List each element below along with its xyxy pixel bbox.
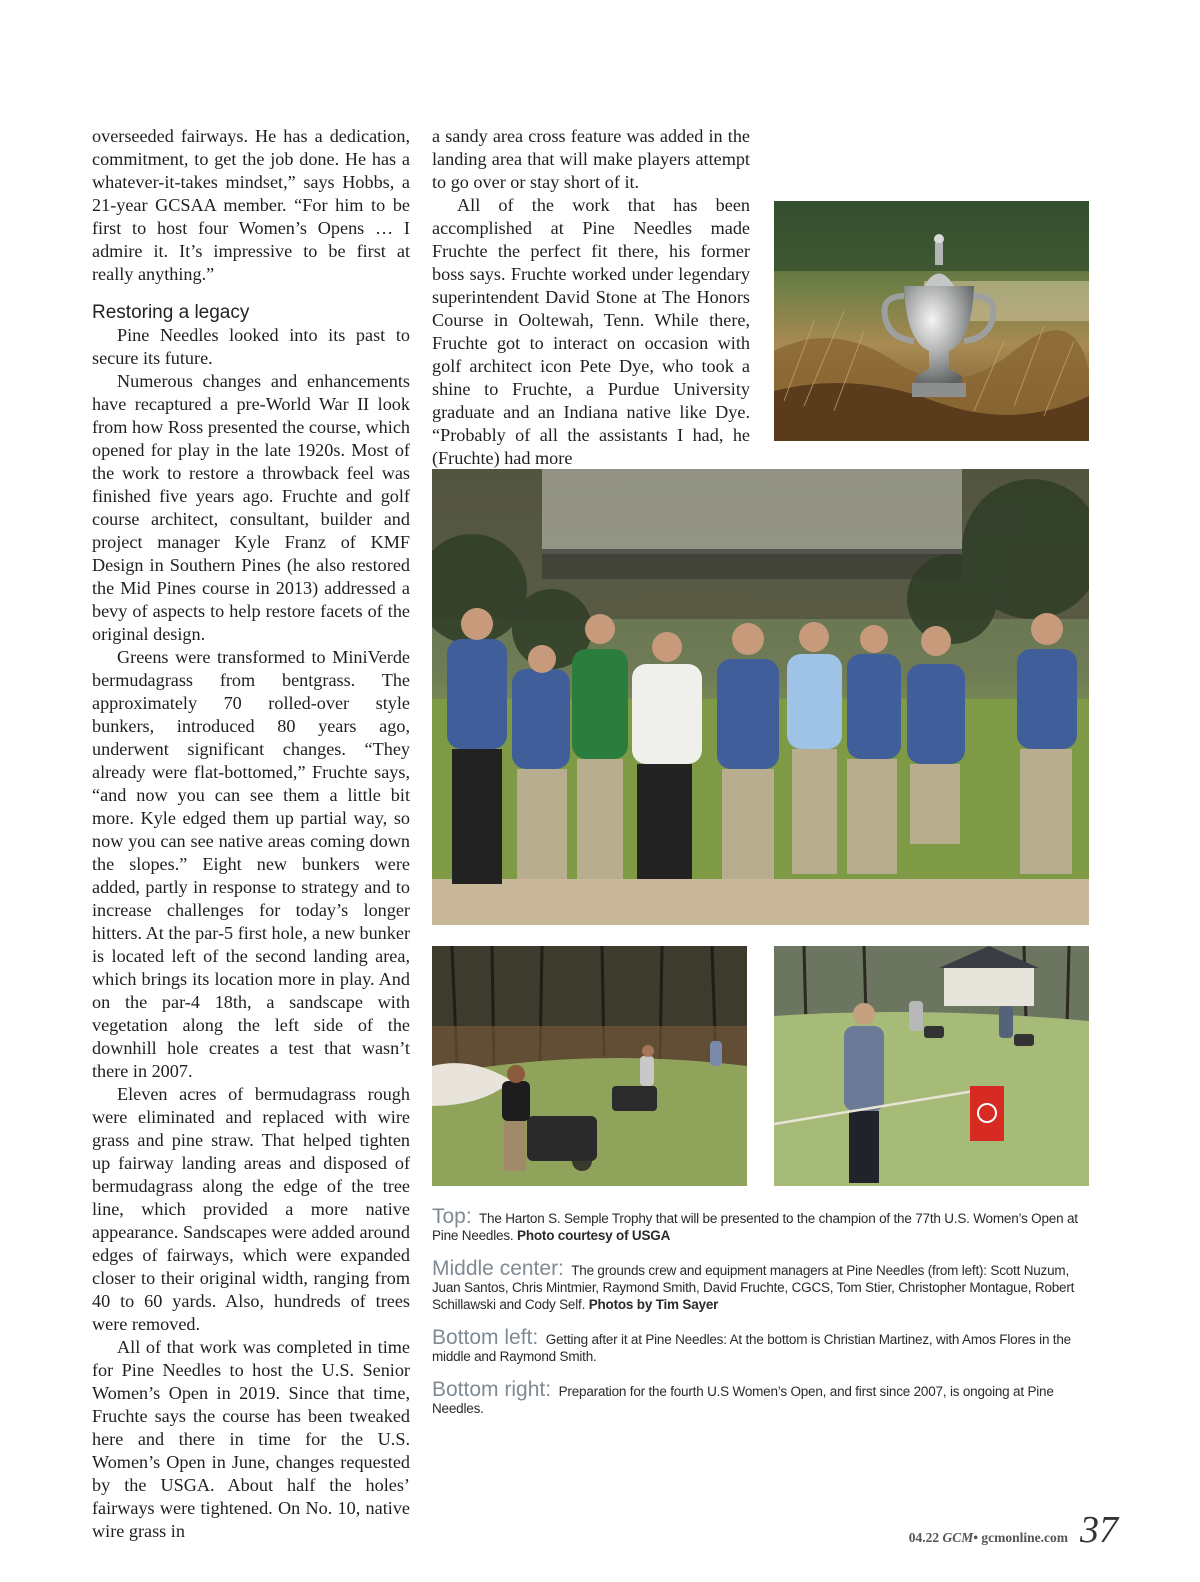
caption-credit: Photo courtesy of USGA	[517, 1228, 671, 1243]
article-paragraph: All of the work that has been accomplished at Pine Needles made Fruchte the perfect fit there, his former boss says. Fruchte worked under legendary superintendent David Stone at The Honors Course in Ooltewah, Tenn. While there, Fruchte got to interact on occasion with golf architect icon Pete Dye, who took a shine to Fruchte, a Purdue University graduate and an Indiana native like Dye. “Probably of all the assistants I had, he (Fruchte) had more	[432, 195, 750, 468]
caption-head: Bottom left:	[432, 1326, 539, 1349]
magazine-name: GCM	[942, 1530, 974, 1545]
caption-credit: Photos by Tim Sayer	[588, 1297, 719, 1312]
article-paragraph: overseeded fairways. He has a dedication, commitment, to get the job done. He has a whatever-it-takes mindset,” says Hobbs, a 21-year GCSAA member. “For him to be first to host four Women’s Opens … I admire it. It’s impressive to be first at really anything.”	[92, 126, 410, 284]
article-paragraph: Pine Needles looked into its past to secure its future.	[92, 325, 410, 368]
caption-text: Getting after it at Pine Needles: At the bottom is Christian Martinez, with Amos Flores in the middle and Raymond Smith.	[432, 1332, 1071, 1364]
caption-head: Middle center:	[432, 1257, 564, 1280]
footer-folio	[909, 1530, 1068, 1546]
footer-separator: •	[973, 1530, 978, 1545]
caption-bottom-right	[432, 1378, 1092, 1417]
caption-bottom-left	[432, 1326, 1092, 1365]
caption-text: The Harton S. Semple Trophy that will be presented to the champion of the 77th U.S. Women’s Open at Pine Needles.	[432, 1211, 1078, 1243]
article-column-left	[92, 125, 410, 1543]
section-subhead: Restoring a legacy	[92, 302, 250, 323]
flagstick-photo-right	[774, 946, 1089, 1186]
issue-date: 04.22	[908, 1530, 940, 1545]
caption-head: Bottom right:	[432, 1378, 552, 1401]
caption-text: Preparation for the fourth U.S Women’s Open, and first since 2007, is ongoing at Pine Needles.	[432, 1384, 1054, 1416]
page-footer	[909, 1508, 1118, 1552]
crew-group-photo	[432, 469, 1089, 925]
page-number: 37	[1080, 1509, 1118, 1551]
site-url: gcmonline.com	[981, 1530, 1068, 1545]
caption-middle-center	[432, 1257, 1092, 1313]
trophy-photo	[774, 201, 1089, 441]
caption-head: Top:	[432, 1205, 472, 1228]
article-paragraph: Numerous changes and enhancements have recaptured a pre-World War II look from how Ross presented the course, which opened for play in the late 1920s. Most of the work to restore a throwback feel was finished five years ago. Fruchte and golf course architect, consultant, builder and project manager Kyle Franz of KMF Design in Southern Pines (he also restored the Mid Pines course in 2013) addressed a bevy of aspects to help restore facets of the original design.	[92, 371, 410, 644]
photo-captions	[432, 1205, 1092, 1433]
caption-text: The grounds crew and equipment managers at Pine Needles (from left): Scott Nuzum, Juan Santos, Chris Mintmier, Raymond Smith, David Fruchte, CGCS, Tom Stier, Christopher Montague, Robert Schillawski and Cody Self.	[432, 1263, 1075, 1312]
article-column-right	[432, 125, 750, 470]
article-paragraph: All of that work was completed in time for Pine Needles to host the U.S. Senior Women’s Open in 2019. Since that time, Fruchte says the course has been tweaked here and there in time for the U.S. Women’s Open in June, changes requested by the USGA. About half the holes’ fairways were tightened. On No. 10, native wire grass in	[92, 1337, 410, 1541]
article-paragraph: Greens were transformed to MiniVerde bermudagrass from bentgrass. The approximately 70 rolled-over style bunkers, introduced 80 years ago, underwent significant changes. “They already were flat-bottomed,” Fruchte says, “and now you can see them a little bit more. Kyle edged them up partial way, so now you can see native areas coming down the slopes.” Eight new bunkers were added, partly in response to strategy and to increase challenges for today’s longer hitters. At the par-5 first hole, a new bunker is located left of the second landing area, which brings its location more in play. And on the par-4 18th, a sandscape with vegetation along the left side of the downhill hole creates a test that wasn’t there in 2007.	[92, 647, 410, 1081]
article-paragraph: Eleven acres of bermudagrass rough were eliminated and replaced with wire grass and pine straw. That helped tighten up fairway landing areas and disposed of bermudagrass along the edge of the tree line, which provided a more native appearance. Sandscapes were added around edges of fairways, which were expanded closer to their original width, ranging from 40 to 60 yards. Also, hundreds of trees were removed.	[92, 1084, 410, 1334]
caption-top	[432, 1205, 1092, 1244]
article-paragraph: a sandy area cross feature was added in the landing area that will make players attempt to go over or stay short of it.	[432, 126, 750, 192]
mowing-photo-left	[432, 946, 747, 1186]
